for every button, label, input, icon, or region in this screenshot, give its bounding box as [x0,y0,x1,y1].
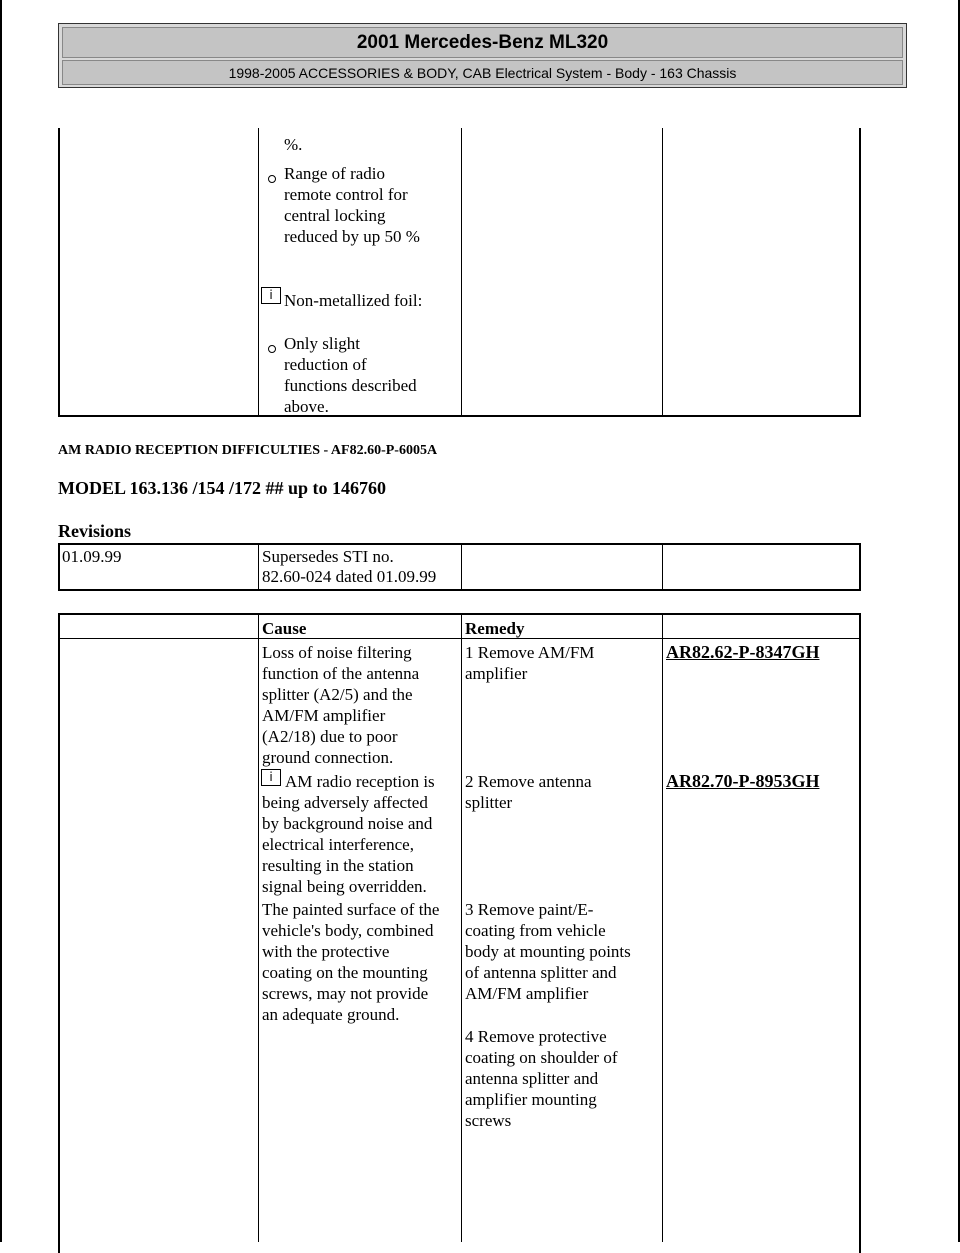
top-table-divider [662,128,663,416]
cause-line: AM radio reception is [285,772,435,791]
cause-line: screws, may not provide [262,984,429,1003]
reference-link-ar82-62[interactable]: AR82.62-P-8347GH [666,642,820,662]
cause-line: by background noise and [262,814,433,833]
bullet-line: reduced by up 50 % [284,227,420,246]
revision-text: 82.60-024 dated 01.09.99 [262,567,437,586]
remedy-line: 1 Remove AM/FM [465,643,595,662]
remedy-line: body at mounting points [465,942,631,961]
cause-line: being adversely affected [262,793,428,812]
page-left-edge [0,0,2,1242]
revisions-divider [258,543,259,590]
revisions-table [58,543,861,591]
note-label: Non-metallized foil: [284,291,423,310]
cause-line: The painted surface of the [262,900,440,919]
bullet-line: functions described [284,376,417,395]
cause-line: splitter (A2/5) and the [262,685,413,704]
column-header-remedy: Remedy [465,619,525,638]
table-divider [258,613,259,1242]
revisions-divider [662,543,663,590]
cause-line: ground connection. [262,748,394,767]
model-heading: MODEL 163.136 /154 /172 ## up to 146760 [58,478,387,498]
top-table-divider [461,128,462,416]
remedy-line: screws [465,1111,512,1130]
bullet-line: reduction of [284,355,367,374]
bullet-line: Range of radio [284,164,386,183]
cause-remedy-table [58,613,861,1253]
remedy-line: 2 Remove antenna [465,772,592,791]
bullet-line: remote control for [284,185,408,204]
remedy-line: splitter [465,793,513,812]
remedy-line: AM/FM amplifier [465,984,589,1003]
bullet-line: Only slight [284,334,361,353]
revision-text: Supersedes STI no. [262,547,394,566]
document-title: 2001 Mercedes-Benz ML320 [62,27,903,58]
percent-text: %. [284,135,303,154]
info-icon: i [261,287,281,304]
table-header-separator [60,638,859,639]
document-header [58,23,907,88]
cause-line: resulting in the station [262,856,414,875]
top-table-divider [258,128,259,416]
cause-line: coating on the mounting [262,963,428,982]
cause-line: signal being overridden. [262,877,427,896]
remedy-line: antenna splitter and [465,1069,599,1088]
table-divider [662,613,663,1242]
cause-line: electrical interference, [262,835,414,854]
cause-line: (A2/18) due to poor [262,727,398,746]
remedy-line: of antenna splitter and [465,963,617,982]
cause-line: AM/FM amplifier [262,706,386,725]
cause-line: an adequate ground. [262,1005,400,1024]
circle-bullet-icon [268,175,276,183]
cause-line: vehicle's body, combined [262,921,434,940]
remedy-line: amplifier [465,664,528,683]
document-subtitle: 1998-2005 ACCESSORIES & BODY, CAB Electrical System - Body - 163 Chassis [62,60,903,85]
info-icon: i [261,769,281,786]
cause-line: Loss of noise filtering [262,643,412,662]
reference-link-ar82-70[interactable]: AR82.70-P-8953GH [666,771,820,791]
revisions-divider [461,543,462,590]
circle-bullet-icon [268,345,276,353]
cause-line: function of the antenna [262,664,420,683]
remedy-line: 4 Remove protective [465,1027,607,1046]
bullet-line: above. [284,397,329,416]
bullet-line: central locking [284,206,386,225]
remedy-line: coating on shoulder of [465,1048,618,1067]
section-title: AM RADIO RECEPTION DIFFICULTIES - AF82.60-P-6005A [58,443,438,458]
table-divider [461,613,462,1242]
remedy-line: 3 Remove paint/E- [465,900,594,919]
revisions-label: Revisions [58,521,132,541]
top-table [58,128,861,417]
column-header-cause: Cause [262,619,307,638]
cause-line: with the protective [262,942,390,961]
revision-date: 01.09.99 [62,547,122,566]
remedy-line: coating from vehicle [465,921,606,940]
remedy-line: amplifier mounting [465,1090,597,1109]
